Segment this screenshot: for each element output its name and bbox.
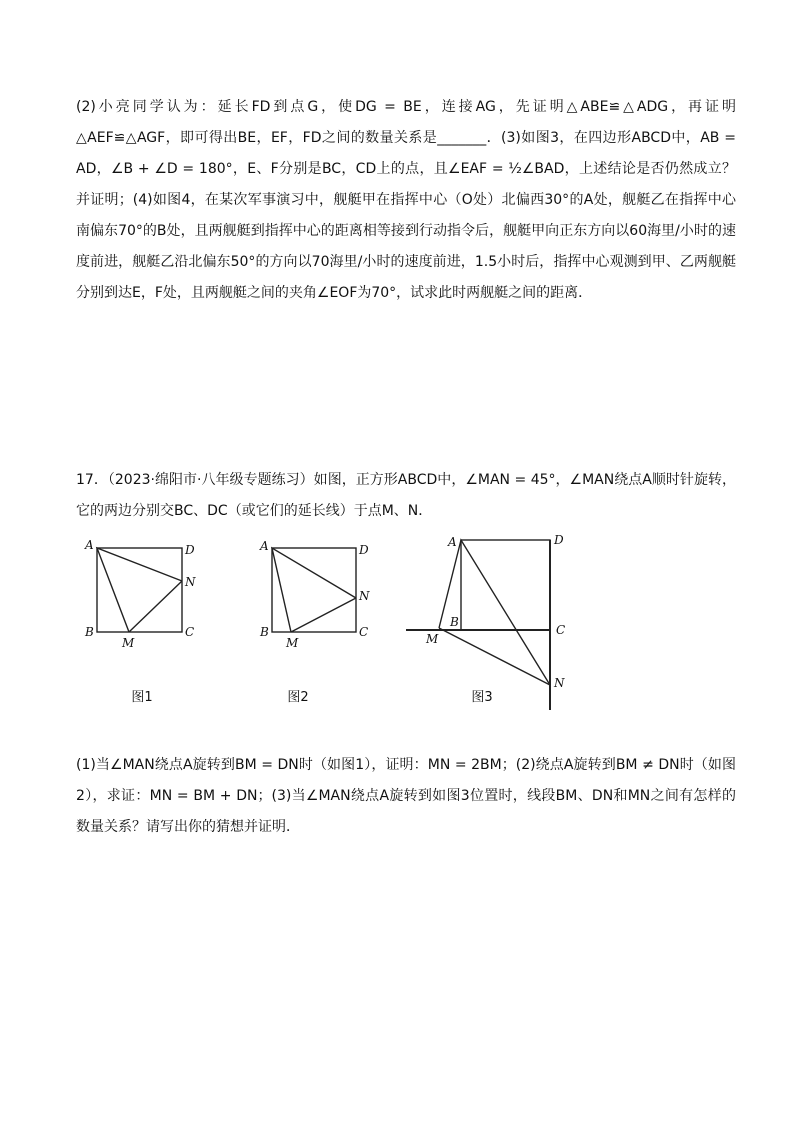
fig2-label-a: A: [260, 539, 269, 553]
fig1-square: [97, 548, 182, 632]
fig3-label-d: D: [554, 533, 564, 547]
question-17-stem: 17．（2023·绵阳市·八年级专题练习）如图，正方形ABCD中，∠MAN = 45°，∠MAN绕点A顺时针旋转，它的两边分别交BC、DC（或它们的延长线）于点M、N．: [76, 472, 736, 519]
fig1-label-d: D: [185, 543, 195, 557]
figure-2-caption: 图2: [287, 690, 309, 705]
fig2-label-m: M: [286, 636, 299, 650]
question-17-subquestions: (1)当∠MAN绕点A旋转到BM = DN时（如图1），证明：MN = 2BM；(2)绕点A旋转到BM ≠ DN时（如图2），求证：MN = BM + DN；(3)当∠MAN绕点A旋转到如图3位置时，线段BM、DN和MN之间有怎样的数量关系？请写出你的猜想并证明．: [76, 757, 736, 835]
fig1-label-b: B: [85, 625, 94, 639]
fig1-segment-mn: [129, 581, 182, 632]
fig1-label-m: M: [122, 636, 135, 650]
fig2-segment-mn: [291, 598, 356, 632]
fig3-angle-man: [439, 540, 550, 685]
fig1-label-n: N: [185, 575, 196, 589]
fig2-label-d: D: [359, 543, 369, 557]
question-16-continued: (2)小亮同学认为：延长FD到点G，使DG = BE，连接AG，先证明△ABE≌△ADG，再证明△AEF≌△AGF，即可得出BE，EF，FD之间的数量关系是_______．(3)如图3，在四边形ABCD中，AB = AD，∠B + ∠D = 180°，E、F分别是BC，CD上的点，且∠EAF = ½∠BAD，上述结论是否仍然成立？并证明；(4)如图4，在某次军事演习中，舰艇甲在指挥中心（O处）北偏西30°的A处，舰艇乙在指挥中心南偏东70°的B处，且两舰艇到指挥中心的距离相等接到行动指令后，舰艇甲向正东方向以60海里/小时的速度前进，舰艇乙沿北偏东50°的方向以70海里/小时的速度前进，1.5小时后，指挥中心观测到甲、乙两舰艇分别到达E，F处，且两舰艇之间的夹角∠EOF为70°，试求此时两舰艇之间的距离．: [76, 99, 736, 301]
figure-1-caption: 图1: [131, 690, 153, 705]
figure-2: [258, 536, 378, 655]
fig3-label-a: A: [448, 535, 457, 549]
fig1-angle-man: [97, 548, 182, 632]
fig3-square: [461, 540, 550, 630]
fig1-label-c: C: [185, 625, 195, 639]
fig3-segment-mn: [439, 628, 550, 685]
fig3-label-c: C: [556, 623, 566, 637]
fig2-label-c: C: [359, 625, 369, 639]
fig3-label-m: M: [426, 632, 439, 646]
figure-3-caption: 图3: [471, 690, 493, 705]
fig3-label-n: N: [554, 676, 565, 690]
fig1-label-a: A: [85, 538, 94, 552]
fig3-label-b: B: [450, 615, 459, 629]
figure-1: [82, 536, 202, 655]
fig2-label-n: N: [359, 589, 370, 603]
fig2-label-b: B: [260, 625, 269, 639]
